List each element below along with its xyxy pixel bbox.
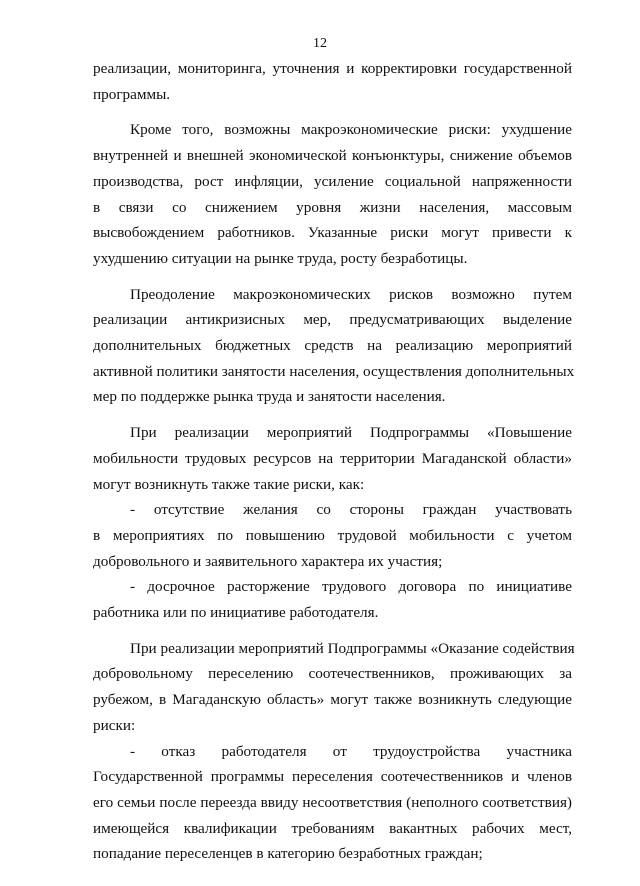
- text-line: в мероприятиях по повышению трудовой мобильности с учетом: [93, 526, 572, 544]
- text-line: программы.: [93, 85, 171, 103]
- text-line: При реализации мероприятий Подпрограммы «Повышение: [130, 424, 572, 442]
- text-line: внутренней и внешней экономической конъюнктуры, снижение объемов: [93, 147, 572, 165]
- text-line: могут возникнуть также такие риски, как:: [93, 475, 365, 493]
- text-line: Преодоление макроэкономических рисков возможно путем: [130, 285, 572, 303]
- text-line: имеющейся квалификации требованиям вакантных рабочих мест,: [93, 819, 572, 837]
- list-item-line: - досрочное расторжение трудового договора по инициативе: [130, 578, 572, 596]
- text-line: При реализации мероприятий Подпрограммы «Оказание содействия: [130, 639, 575, 657]
- text-line: попадание переселенцев в категорию безработных граждан;: [93, 845, 483, 863]
- body-text: [93, 56, 575, 867]
- text-line: ухудшению ситуации на рынке труда, росту безработицы.: [93, 249, 468, 267]
- text-line: в связи со снижением уровня жизни населения, массовым: [93, 198, 572, 216]
- text-line: мобильности трудовых ресурсов на территории Магаданской области»: [93, 449, 572, 467]
- text-line: добровольного и заявительного характера их участия;: [93, 552, 443, 570]
- page-number: 12: [313, 36, 327, 51]
- text-line: Государственной программы переселения соотечественников и членов: [93, 768, 572, 786]
- text-line: высвобождением работников. Указанные риски могут привести к: [93, 224, 572, 242]
- list-item-line: - отсутствие желания со стороны граждан участвовать: [130, 501, 572, 519]
- text-line: риски:: [93, 716, 136, 734]
- text-line: рубежом, в Магаданскую область» могут также возникнуть следующие: [93, 691, 572, 709]
- text-line: добровольному переселению соотечественников, проживающих за: [93, 665, 572, 683]
- list-item-line: - отказ работодателя от трудоустройства участника: [130, 742, 572, 760]
- text-line: дополнительных бюджетных средств на реализацию мероприятий: [93, 337, 572, 355]
- text-line: работника или по инициативе работодателя.: [93, 604, 379, 622]
- text-line: Кроме того, возможны макроэкономические риски: ухудшение: [130, 121, 572, 139]
- text-line: реализации, мониторинга, уточнения и корректировки государственной: [93, 60, 572, 77]
- text-line: активной политики занятости населения, осуществления дополнительных: [93, 362, 575, 380]
- text-line: производства, рост инфляции, усиление социальной напряженности: [93, 172, 572, 190]
- text-line: мер по поддержке рынка труда и занятости населения.: [93, 388, 446, 406]
- text-line: реализации антикризисных мер, предусматривающих выделение: [93, 311, 572, 329]
- text-line: его семьи после переезда ввиду несоответствия (неполного соответствия): [93, 793, 572, 811]
